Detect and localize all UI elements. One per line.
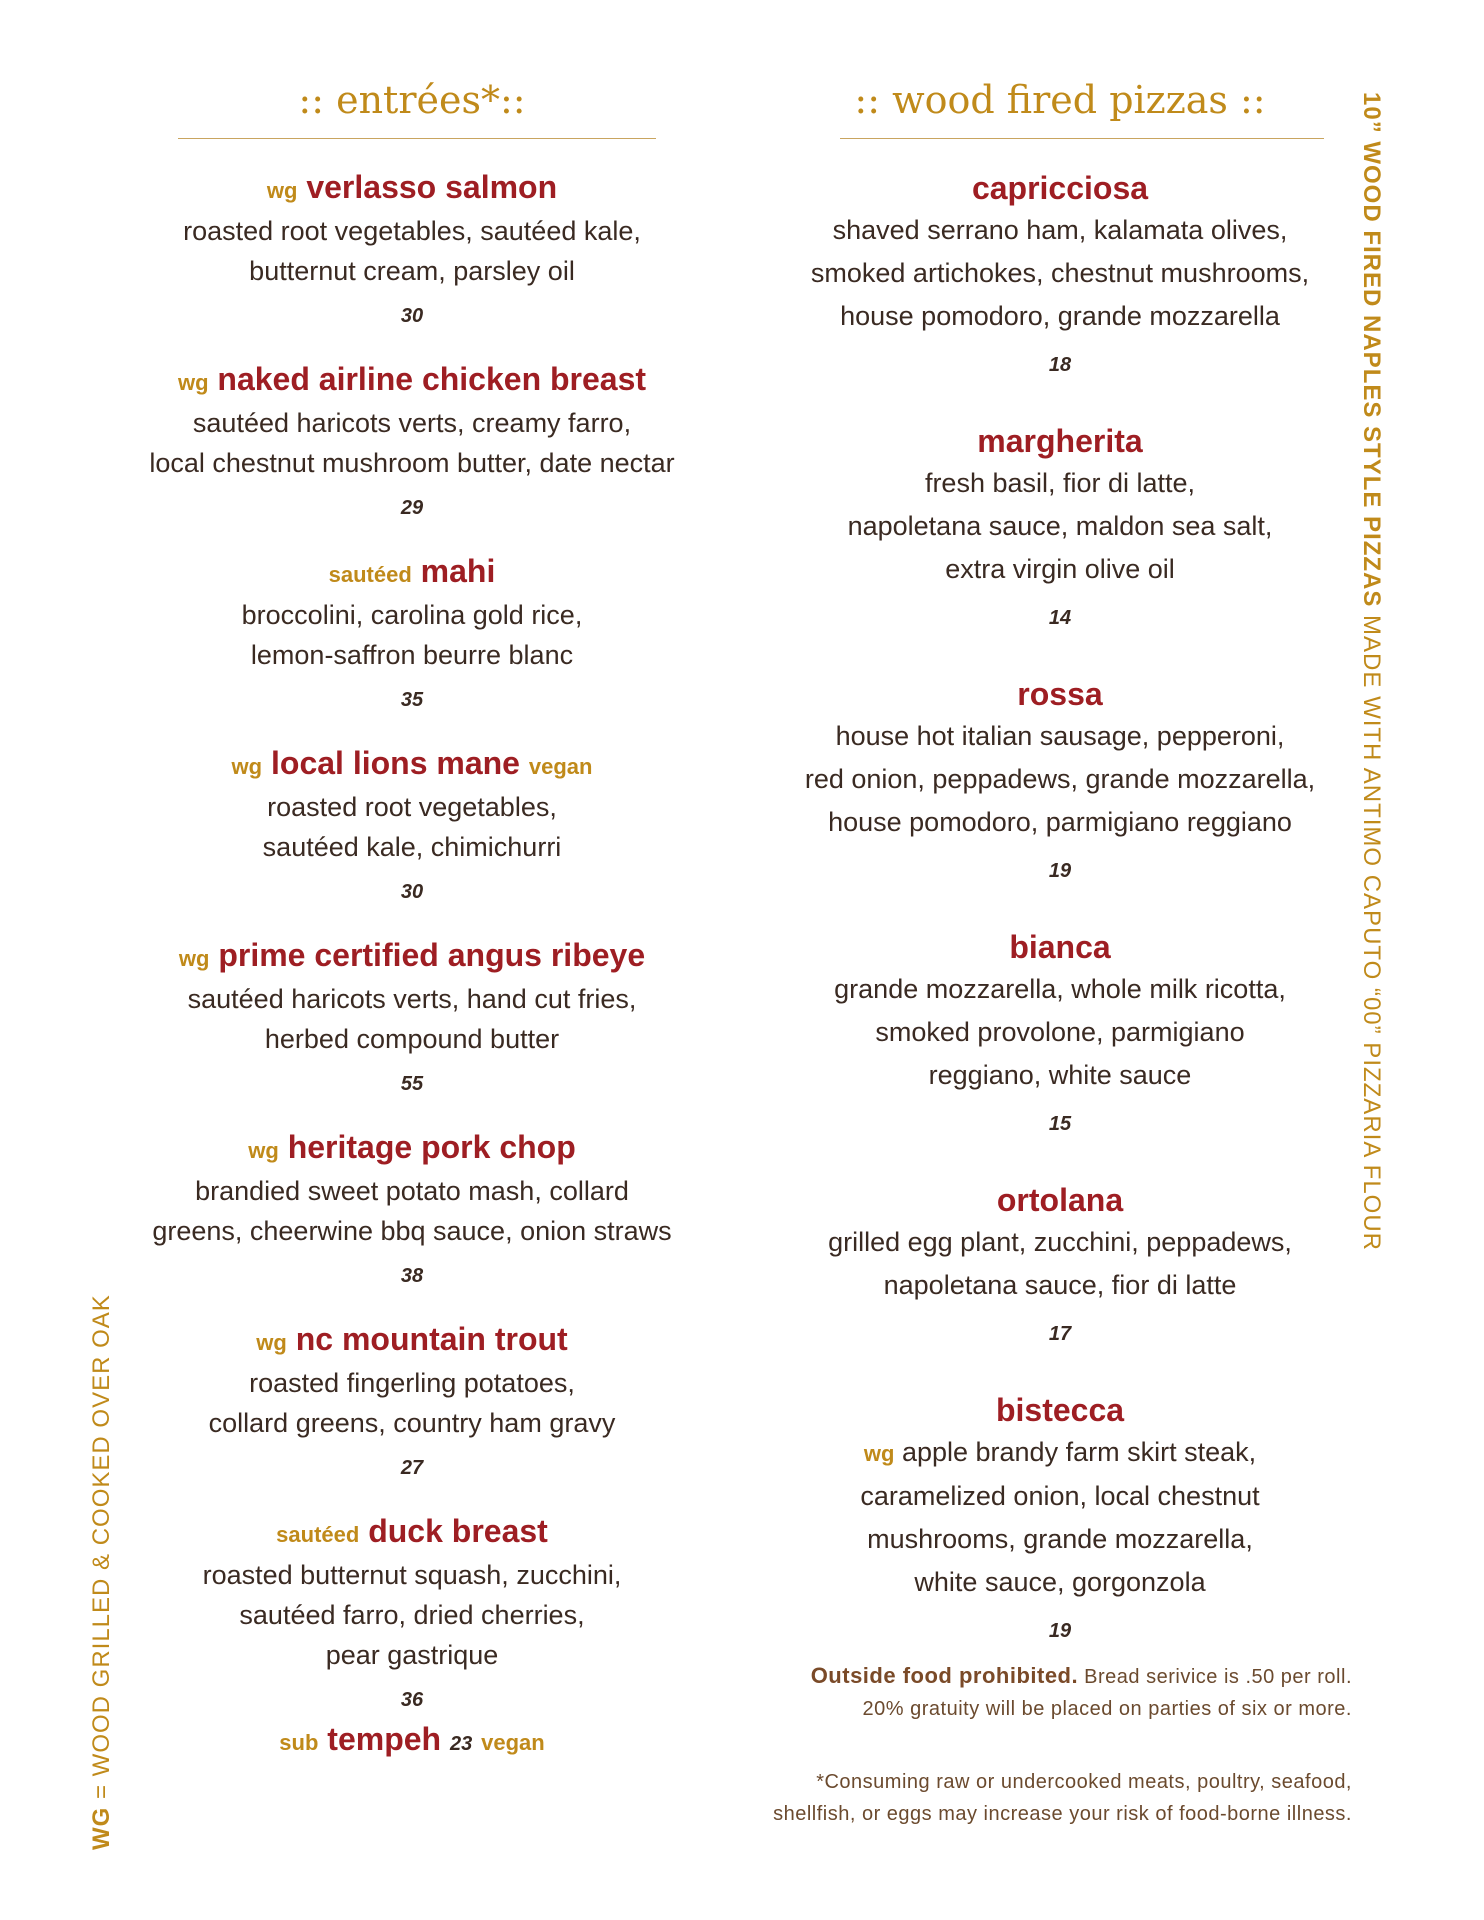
item-desc: smoked artichokes, chestnut mushrooms, bbox=[810, 258, 1310, 288]
vegan-tag: vegan bbox=[481, 1730, 545, 1755]
item-name: ortolana bbox=[996, 1182, 1124, 1218]
entrees-column bbox=[138, 72, 686, 1764]
pizza-flour-legend: 10” WOOD FIRED NAPLES STYLE PIZZAS MADE WITH ANTIMO CAPUTO “00” PIZZARIA FLOUR bbox=[1358, 92, 1385, 1252]
menu-item bbox=[780, 673, 1340, 886]
warning-line: shellfish, or eggs may increase your risk of food-borne illness. bbox=[773, 1803, 1352, 1825]
item-price: 17 bbox=[1048, 1323, 1072, 1345]
item-desc: roasted root vegetables, sautéed kale, bbox=[183, 216, 641, 246]
entrees-heading: :: entrées*:: bbox=[298, 78, 526, 122]
menu-item bbox=[138, 1511, 686, 1715]
item-name: capricciosa bbox=[971, 170, 1149, 206]
menu-item bbox=[138, 743, 686, 907]
item-name: verlasso salmon bbox=[306, 169, 558, 205]
item-name: local lions mane bbox=[271, 745, 520, 781]
item-name: heritage pork chop bbox=[287, 1129, 576, 1165]
item-name: prime certified angus ribeye bbox=[218, 937, 646, 973]
item-name: bistecca bbox=[995, 1392, 1125, 1428]
item-price: 36 bbox=[400, 1689, 424, 1711]
house-policy-note bbox=[811, 1660, 1352, 1725]
item-desc: sautéed kale, chimichurri bbox=[262, 832, 562, 862]
item-price: 15 bbox=[1048, 1113, 1072, 1135]
item-tag: sautéed bbox=[276, 1522, 360, 1547]
sub-price: 23 bbox=[449, 1733, 473, 1755]
item-desc: mushrooms, grande mozzarella, bbox=[867, 1524, 1253, 1554]
item-desc: local chestnut mushroom butter, date nectar bbox=[149, 448, 675, 478]
item-tag: wg bbox=[231, 754, 263, 779]
item-tag: wg bbox=[863, 1441, 895, 1466]
item-price: 27 bbox=[400, 1457, 424, 1479]
item-desc: smoked provolone, parmigiano bbox=[875, 1017, 1245, 1047]
vegan-tag: vegan bbox=[528, 754, 593, 779]
item-desc: collard greens, country ham gravy bbox=[208, 1408, 616, 1438]
item-price: 35 bbox=[400, 689, 424, 711]
sub-name: tempeh bbox=[327, 1721, 442, 1757]
menu-item bbox=[780, 1389, 1340, 1646]
item-desc: pear gastrique bbox=[325, 1640, 499, 1670]
menu-item bbox=[780, 1179, 1340, 1349]
pizzas-column bbox=[780, 72, 1340, 1646]
sub-tag: sub bbox=[279, 1730, 319, 1755]
item-desc: house hot italian sausage, pepperoni, bbox=[835, 721, 1285, 751]
item-desc: herbed compound butter bbox=[264, 1024, 560, 1054]
item-desc: sautéed farro, dried cherries, bbox=[239, 1600, 585, 1630]
item-desc: reggiano, white sauce bbox=[928, 1060, 1192, 1090]
sub-tempeh-line bbox=[138, 1719, 686, 1764]
menu-item bbox=[780, 167, 1340, 380]
gratuity-note: 20% gratuity will be placed on parties of six or more. bbox=[862, 1698, 1352, 1720]
item-price: 19 bbox=[1048, 1620, 1072, 1642]
item-desc: caramelized onion, local chestnut bbox=[860, 1481, 1260, 1511]
menu-item bbox=[138, 167, 686, 331]
item-price: 30 bbox=[400, 305, 424, 327]
item-desc: brandied sweet potato mash, collard bbox=[195, 1176, 629, 1206]
menu-item bbox=[138, 551, 686, 715]
outside-food-note: Outside food prohibited. bbox=[810, 1663, 1079, 1688]
item-desc: red onion, peppadews, grande mozzarella, bbox=[804, 764, 1316, 794]
item-price: 38 bbox=[400, 1265, 424, 1287]
item-desc: napoletana sauce, fior di latte bbox=[883, 1270, 1237, 1300]
item-price: 30 bbox=[400, 881, 424, 903]
item-tag: wg bbox=[256, 1330, 287, 1355]
item-name: bianca bbox=[1009, 929, 1111, 965]
pizzas-heading: :: wood fired pizzas :: bbox=[854, 78, 1266, 122]
item-desc: roasted root vegetables, bbox=[267, 792, 557, 822]
item-price: 19 bbox=[1048, 860, 1072, 882]
item-desc: greens, cheerwine bbq sauce, onion straws bbox=[152, 1216, 672, 1246]
item-desc: grilled egg plant, zucchini, peppadews, bbox=[828, 1227, 1292, 1257]
item-tag: wg bbox=[266, 178, 298, 203]
item-desc: extra virgin olive oil bbox=[945, 554, 1175, 584]
item-desc: fresh basil, fior di latte, bbox=[924, 468, 1196, 498]
item-price: 14 bbox=[1048, 607, 1072, 629]
menu-item bbox=[138, 359, 686, 523]
menu-item bbox=[138, 1127, 686, 1291]
item-desc: shaved serrano ham, kalamata olives, bbox=[832, 215, 1288, 245]
item-name: naked airline chicken breast bbox=[217, 361, 647, 397]
item-desc: roasted butternut squash, zucchini, bbox=[202, 1560, 622, 1590]
item-desc: house pomodoro, grande mozzarella bbox=[840, 301, 1280, 331]
item-name: mahi bbox=[420, 553, 496, 589]
item-price: 29 bbox=[400, 497, 424, 519]
consumption-warning bbox=[773, 1766, 1352, 1830]
wood-grilled-legend: WG = WOOD GRILLED & COOKED OVER OAK bbox=[88, 1294, 115, 1850]
item-price: 18 bbox=[1048, 354, 1072, 376]
item-desc: sautéed haricots verts, creamy farro, bbox=[192, 408, 632, 438]
menu-item bbox=[138, 935, 686, 1099]
item-tag: wg bbox=[178, 946, 210, 971]
item-desc: broccolini, carolina gold rice, bbox=[241, 600, 583, 630]
item-tag: sautéed bbox=[328, 562, 412, 587]
entrees-divider bbox=[178, 138, 656, 139]
item-tag: wg bbox=[248, 1138, 279, 1163]
item-desc: butternut cream, parsley oil bbox=[249, 256, 575, 286]
pizzas-divider bbox=[840, 138, 1324, 139]
menu-item bbox=[780, 420, 1340, 633]
item-name: nc mountain trout bbox=[295, 1321, 568, 1357]
item-name: rossa bbox=[1017, 676, 1103, 712]
item-desc: white sauce, gorgonzola bbox=[914, 1567, 1206, 1597]
item-name: duck breast bbox=[368, 1513, 548, 1549]
item-name: margherita bbox=[977, 423, 1143, 459]
item-desc: house pomodoro, parmigiano reggiano bbox=[828, 807, 1292, 837]
menu-item bbox=[780, 926, 1340, 1139]
item-desc: roasted fingerling potatoes, bbox=[249, 1368, 575, 1398]
menu-item bbox=[138, 1319, 686, 1483]
item-desc: grande mozzarella, whole milk ricotta, bbox=[834, 974, 1286, 1004]
item-desc: apple brandy farm skirt steak, bbox=[901, 1437, 1257, 1467]
item-tag: wg bbox=[177, 370, 209, 395]
item-desc: sautéed haricots verts, hand cut fries, bbox=[187, 984, 637, 1014]
warning-line: *Consuming raw or undercooked meats, poultry, seafood, bbox=[816, 1771, 1352, 1793]
item-desc: napoletana sauce, maldon sea salt, bbox=[847, 511, 1273, 541]
item-desc: lemon-saffron beurre blanc bbox=[250, 640, 574, 670]
bread-note: Bread serivice is .50 per roll. bbox=[1084, 1666, 1352, 1688]
item-price: 55 bbox=[400, 1073, 424, 1095]
